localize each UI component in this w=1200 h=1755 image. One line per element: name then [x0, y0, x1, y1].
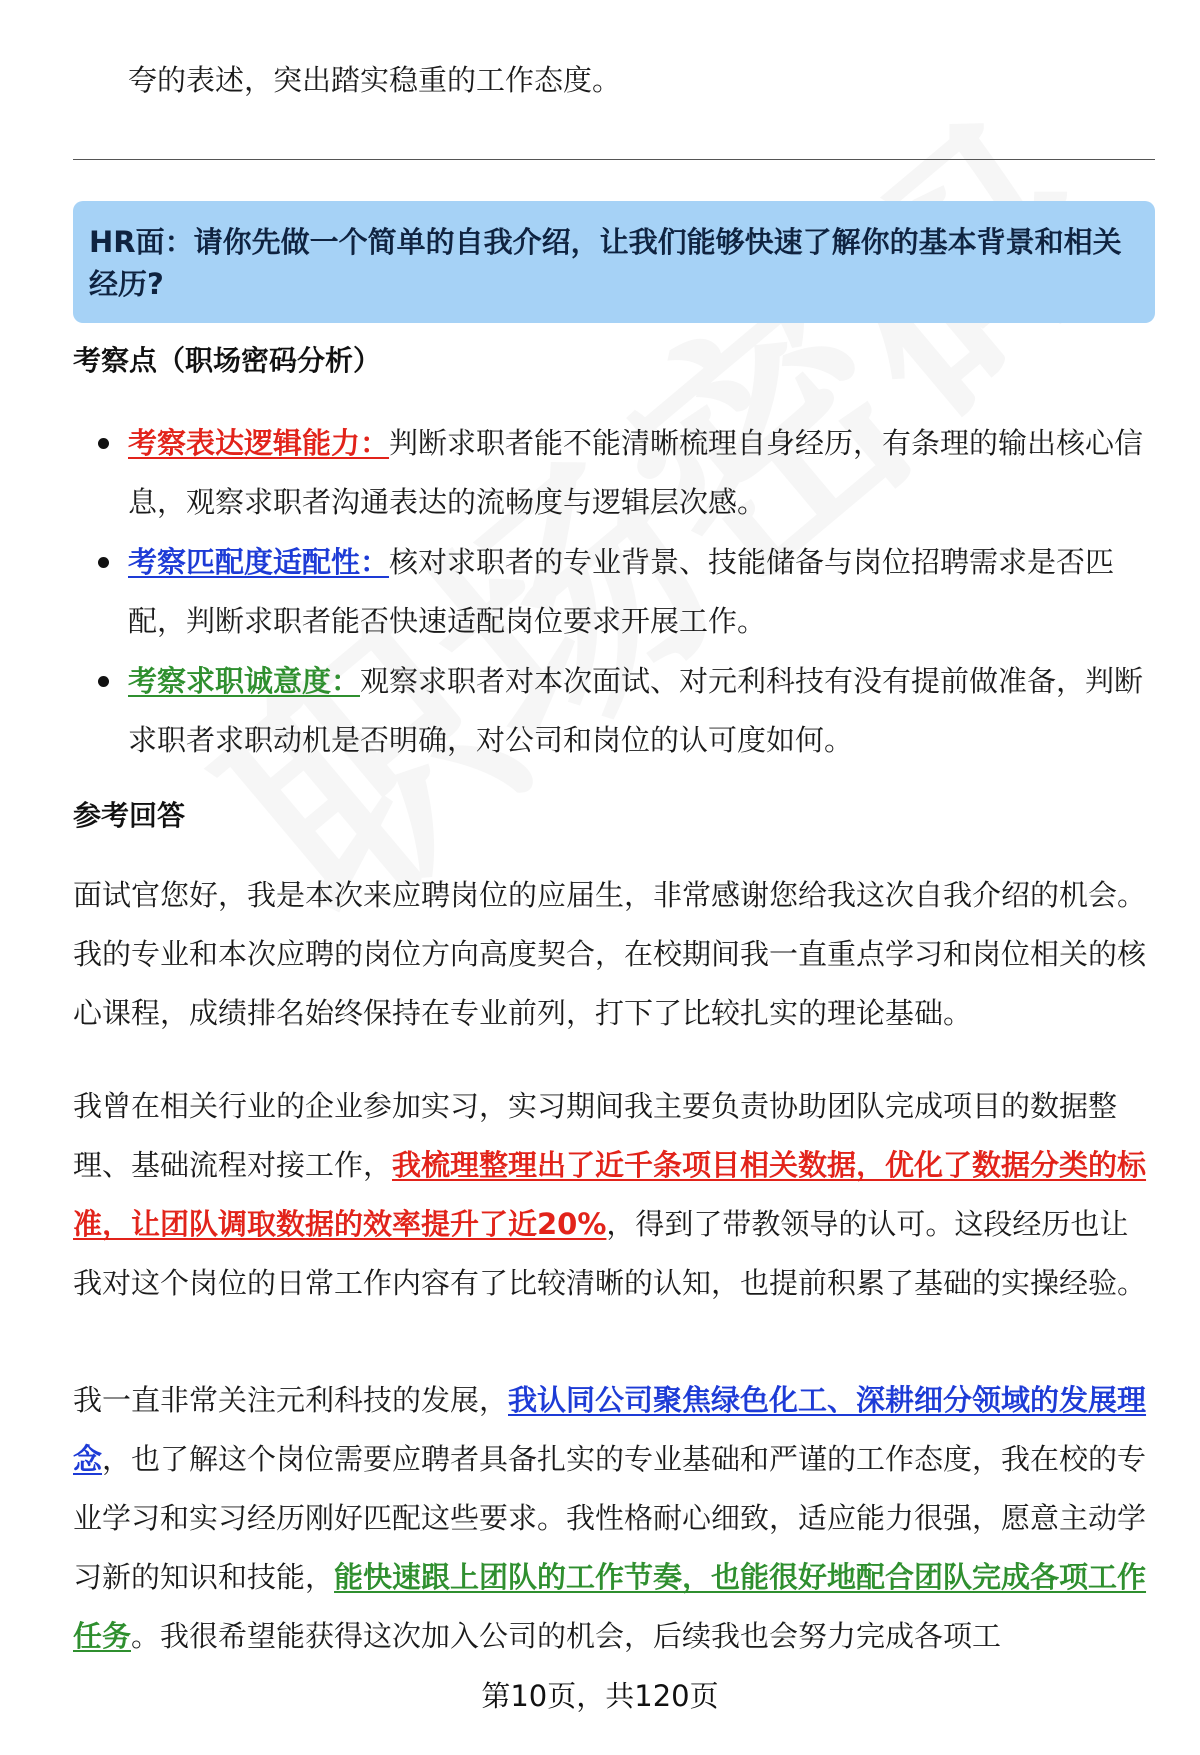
- point-text: 观察求职者对本次面试、对元利科技有没有提前做准备，判断求职者求职动机是否明确，对公司和岗位的认可度如何。: [128, 664, 1144, 757]
- page-number: 第10页，共120页: [481, 1679, 719, 1713]
- paragraph-text: 我曾在相关行业的企业参加实习，实习期间我主要负责协助团队完成项目的数据整理、基础流程对接工作，: [73, 1089, 1118, 1182]
- continued-text: 夸的表述，突出踏实稳重的工作态度。: [128, 63, 622, 97]
- highlight-text: 能快速跟上团队的工作节奏，也能很好地配合团队完成各项工作任务: [73, 1560, 1147, 1653]
- paragraph-text: 我一直非常关注元利科技的发展，: [73, 1383, 509, 1417]
- bullet-icon: [98, 676, 109, 687]
- paragraph-text: ，也了解这个岗位需要应聘者具备扎实的专业基础和严谨的工作态度，我在校的专业学习和实习经历刚好匹配这些要求。我性格耐心细致，适应能力很强，愿意主动学习新的知识和技能，: [73, 1442, 1147, 1594]
- answer-paragraph-3: [73, 1371, 1155, 1666]
- hr-question-box: [73, 201, 1155, 323]
- hr-question: HR面：请你先做一个简单的自我介绍，让我们能够快速了解你的基本背景和相关经历?: [89, 225, 1122, 301]
- point-label: 考察匹配度适配性：: [128, 545, 390, 579]
- section-divider: [73, 159, 1155, 160]
- answer-paragraph-2: [73, 1077, 1155, 1313]
- analysis-points: [73, 414, 1155, 771]
- answer-title: 参考回答: [73, 799, 186, 832]
- point-label: 考察表达逻辑能力：: [128, 426, 390, 460]
- paragraph-text: ，得到了带教领导的认可。这段经历也让我对这个岗位的日常工作内容有了比较清晰的认知，也提前积累了基础的实操经验。: [73, 1207, 1147, 1300]
- bullet-icon: [98, 438, 109, 449]
- analysis-title: 考察点（职场密码分析）: [73, 344, 382, 377]
- highlight-text: 我梳理整理出了近千条项目相关数据，优化了数据分类的标准，让团队调取数据的效率提升了近20%: [73, 1148, 1147, 1241]
- point-item: [73, 414, 1155, 532]
- answer-paragraph-1: 面试官您好，我是本次来应聘岗位的应届生，非常感谢您给我这次自我介绍的机会。我的专业和本次应聘的岗位方向高度契合，在校期间我一直重点学习和岗位相关的核心课程，成绩排名始终保持在专业前列，打下了比较扎实的理论基础。: [73, 878, 1147, 1030]
- point-label: 考察求职诚意度：: [128, 664, 361, 698]
- point-item: [73, 533, 1155, 651]
- paragraph-text: 。我很希望能获得这次加入公司的机会，后续我也会努力完成各项工: [131, 1619, 1002, 1653]
- point-item: [73, 652, 1155, 770]
- point-text: 判断求职者能不能清晰梳理自身经历，有条理的输出核心信息，观察求职者沟通表达的流畅度与逻辑层次感。: [128, 426, 1144, 519]
- point-text: 核对求职者的专业背景、技能储备与岗位招聘需求是否匹配，判断求职者能否快速适配岗位要求开展工作。: [128, 545, 1115, 638]
- bullet-icon: [98, 557, 109, 568]
- highlight-text: 我认同公司聚焦绿色化工、深耕细分领域的发展理念: [73, 1383, 1147, 1476]
